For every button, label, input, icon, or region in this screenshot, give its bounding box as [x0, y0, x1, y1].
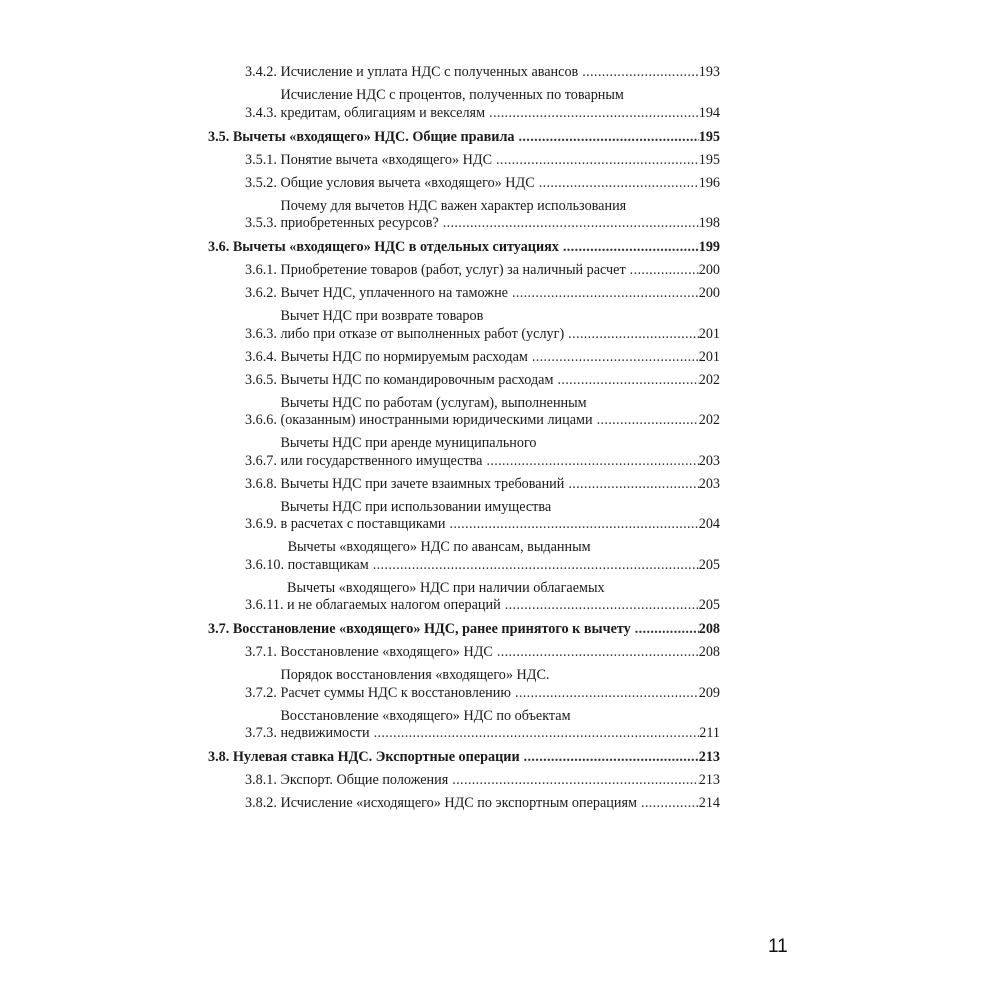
toc-title-line: недвижимости [280, 725, 370, 741]
dot-leader [485, 105, 699, 123]
toc-title-last-line [280, 795, 720, 813]
dot-leader [528, 349, 699, 367]
dot-leader [626, 262, 699, 280]
dot-leader [515, 129, 699, 147]
toc-title-line: Вычеты НДС по командировочным расходам [280, 371, 554, 388]
toc-title-line: Вычеты НДС при использовании имущества [280, 498, 552, 515]
toc-entry-title [280, 708, 720, 743]
toc-page-number: 198 [698, 215, 720, 231]
toc-page-number: 214 [698, 795, 720, 811]
toc-subsection-entry [208, 708, 720, 743]
toc-page-number: 209 [698, 684, 720, 701]
toc-entry-title [280, 285, 720, 303]
toc-title-last-line [280, 453, 720, 471]
toc-title-last-line [280, 644, 720, 662]
toc-title-line: или государственного имущества [280, 452, 483, 469]
toc-entry-title [233, 129, 720, 147]
toc-entry-title [280, 795, 720, 813]
toc-entry-title [280, 476, 720, 494]
dot-leader [553, 372, 698, 390]
toc-subsection-entry [208, 152, 720, 170]
toc-entry-title [280, 64, 720, 82]
toc-title-line: Вычеты НДС при зачете взаимных требований [280, 475, 565, 492]
toc-entry-number: 3.7.1. [245, 644, 277, 660]
toc-subsection-entry [208, 395, 720, 430]
toc-title-last-line [280, 685, 720, 703]
toc-entry-title [280, 435, 720, 470]
toc-title-line: кредитам, облигациям и векселям [280, 104, 486, 121]
toc-entry-number: 3.8. [208, 749, 230, 765]
page-number: 11 [768, 936, 788, 957]
toc-page-number: 195 [698, 128, 720, 145]
toc-entry-title [280, 772, 720, 790]
dot-leader [535, 175, 699, 193]
toc-page-number: 205 [698, 556, 720, 573]
dot-leader [492, 152, 699, 170]
dot-leader [637, 795, 699, 813]
toc-title-line: Исчисление и уплата НДС с полученных авансов [280, 64, 579, 80]
toc-section-entry [208, 621, 720, 639]
toc-entry-title [280, 152, 720, 170]
toc-title-last-line [280, 516, 720, 534]
toc-entry-number: 3.5.2. [245, 174, 277, 191]
toc-title-last-line [280, 372, 720, 390]
toc-entry-title [280, 175, 720, 193]
toc-title-line: (оказанным) иностранными юридическими лицами [280, 412, 593, 428]
toc-entry-number: 3.7. [208, 621, 230, 637]
toc-entry-title [280, 308, 720, 343]
toc-section-entry [208, 749, 720, 767]
toc-entry-title [280, 667, 720, 702]
toc-title-last-line [233, 749, 720, 767]
toc-page-number: 213 [698, 749, 720, 765]
toc-page-number: 208 [698, 644, 720, 660]
toc-page-number: 203 [698, 475, 720, 492]
dot-leader [559, 239, 699, 257]
toc-entry-number: 3.6. [208, 239, 230, 255]
toc-title-last-line [280, 152, 720, 170]
dot-leader [578, 64, 698, 82]
toc-title-line: Нулевая ставка НДС. Экспортные операции [232, 749, 520, 765]
toc-title-line: Восстановление «входящего» НДС [280, 644, 493, 660]
toc-title-line: Общие условия вычета «входящего» НДС [280, 174, 535, 191]
toc-page-number: 211 [699, 725, 720, 741]
toc-subsection-entry [208, 64, 720, 82]
toc-entry-title [233, 239, 720, 257]
toc-subsection-entry [208, 87, 720, 122]
toc-title-line: Вычеты «входящего» НДС в отдельных ситуациях [232, 239, 559, 255]
toc-title-last-line [280, 772, 720, 790]
toc-title-last-line [280, 215, 720, 233]
toc-title-line: Порядок восстановления «входящего» НДС. [280, 667, 550, 683]
toc-subsection-entry [208, 772, 720, 790]
dot-leader [369, 557, 699, 575]
toc-title-last-line [280, 412, 720, 430]
toc-title-last-line [280, 105, 720, 123]
toc-entry-number: 3.6.9. [245, 516, 277, 532]
toc-title-line: Приобретение товаров (работ, услуг) за наличный расчет [280, 262, 626, 278]
toc-subsection-entry [208, 667, 720, 702]
toc-entry-number: 3.6.2. [245, 285, 277, 301]
toc-page-number: 196 [698, 174, 720, 191]
toc-title-line: Вычеты «входящего» НДС по авансам, выданным [287, 539, 591, 555]
dot-leader [564, 326, 699, 344]
toc-entry-number: 3.5.1. [245, 151, 277, 168]
toc-title-line: Вычет НДС при возврате товаров [280, 308, 484, 324]
dot-leader [511, 685, 699, 703]
toc-entry-number: 3.4.2. [245, 64, 277, 80]
toc-entry-title [280, 262, 720, 280]
toc-title-last-line [280, 349, 720, 367]
toc-entry-number: 3.5.3. [245, 215, 277, 231]
toc-entry-number: 3.6.11. [245, 597, 284, 613]
toc-subsection-entry [208, 644, 720, 662]
dot-leader [564, 476, 698, 494]
toc-entry-title [280, 198, 720, 233]
toc-title-line: приобретенных ресурсов? [280, 215, 439, 231]
dot-leader [493, 644, 699, 662]
toc-title-line: Вычеты НДС при аренде муниципального [280, 435, 537, 451]
toc-entry-title [288, 539, 720, 574]
toc-page-number: 200 [698, 285, 720, 301]
toc-title-last-line [233, 239, 720, 257]
toc-subsection-entry [208, 308, 720, 343]
toc-subsection-entry [208, 262, 720, 280]
toc-entry-number: 3.6.8. [245, 475, 277, 492]
toc-subsection-entry [208, 372, 720, 390]
toc-entry-number: 3.5. [208, 128, 230, 145]
toc-entry-title [287, 580, 720, 615]
toc-title-line: и не облагаемых налогом операций [287, 597, 501, 613]
toc-entry-number: 3.6.3. [245, 325, 277, 342]
toc-title-last-line [280, 285, 720, 303]
toc-title-line: Вычеты НДС по работам (услугам), выполненным [280, 394, 587, 411]
toc-page-number: 203 [698, 452, 720, 469]
toc-page-number: 208 [698, 621, 720, 637]
toc-subsection-entry [208, 499, 720, 534]
toc-page-number: 195 [698, 151, 720, 168]
toc-entry-number: 3.6.7. [245, 452, 277, 469]
toc-title-line: Восстановление «входящего» НДС, ранее принятого к вычету [232, 621, 631, 637]
toc-entry-number: 3.6.4. [245, 348, 277, 365]
toc-entry-title [280, 87, 720, 122]
table-of-contents [208, 64, 720, 813]
toc-title-last-line [280, 725, 720, 743]
toc-entry-title [280, 349, 720, 367]
toc-entry-title [233, 621, 720, 639]
toc-entry-title [280, 395, 720, 430]
toc-title-line: Восстановление «входящего» НДС по объектам [280, 707, 571, 724]
toc-page-number: 200 [698, 262, 720, 278]
toc-entry-number: 3.8.2. [245, 795, 277, 811]
dot-leader [482, 453, 698, 471]
toc-title-last-line [233, 129, 720, 147]
toc-entry-number: 3.6.10. [245, 556, 285, 573]
toc-page-number: 199 [698, 239, 720, 255]
toc-page-number: 202 [698, 371, 720, 388]
toc-title-line: Исчисление НДС с процентов, полученных по товарным [280, 87, 624, 103]
toc-title-line: Вычеты «входящего» НДС при наличии облагаемых [287, 579, 605, 596]
toc-title-last-line [280, 262, 720, 280]
toc-title-line: либо при отказе от выполненных работ (услуг) [280, 325, 565, 342]
dot-leader [448, 772, 698, 790]
dot-leader [631, 621, 699, 639]
toc-title-line: Понятие вычета «входящего» НДС [280, 151, 493, 168]
toc-page-number: 194 [698, 104, 720, 121]
toc-title-line: Вычеты «входящего» НДС. Общие правила [232, 128, 515, 145]
toc-entry-title [280, 644, 720, 662]
toc-page-number: 201 [698, 325, 720, 342]
toc-title-last-line [280, 64, 720, 82]
toc-subsection-entry [208, 198, 720, 233]
toc-title-line: Вычет НДС, уплаченного на таможне [280, 285, 508, 301]
dot-leader [445, 516, 698, 534]
toc-subsection-entry [208, 539, 720, 574]
dot-leader [593, 412, 699, 430]
toc-subsection-entry [208, 580, 720, 615]
toc-entry-number: 3.4.3. [245, 104, 277, 121]
toc-title-last-line [287, 597, 720, 615]
toc-section-entry [208, 239, 720, 257]
toc-title-last-line [288, 557, 720, 575]
toc-title-line: Расчет суммы НДС к восстановлению [280, 684, 511, 701]
dot-leader [439, 215, 699, 233]
toc-title-line: Вычеты НДС по нормируемым расходам [280, 348, 528, 365]
toc-entry-title [280, 499, 720, 534]
toc-entry-number: 3.7.3. [245, 725, 277, 741]
toc-title-last-line [280, 476, 720, 494]
toc-title-last-line [280, 175, 720, 193]
toc-title-line: поставщикам [287, 556, 369, 573]
toc-page-number: 202 [698, 412, 720, 428]
toc-title-last-line [280, 326, 720, 344]
dot-leader [520, 749, 699, 767]
toc-subsection-entry [208, 349, 720, 367]
toc-title-line: Исчисление «исходящего» НДС по экспортным операциям [280, 795, 637, 811]
toc-subsection-entry [208, 285, 720, 303]
toc-entry-number: 3.6.6. [245, 412, 277, 428]
toc-page-number: 205 [698, 597, 720, 613]
toc-title-line: Почему для вычетов НДС важен характер использования [280, 197, 627, 214]
toc-section-entry [208, 129, 720, 147]
toc-page-number: 213 [698, 772, 720, 788]
toc-title-last-line [233, 621, 720, 639]
toc-entry-title [233, 749, 720, 767]
dot-leader [501, 597, 699, 615]
dot-leader [370, 725, 700, 743]
toc-subsection-entry [208, 175, 720, 193]
toc-subsection-entry [208, 795, 720, 813]
toc-subsection-entry [208, 435, 720, 470]
toc-entry-number: 3.7.2. [245, 684, 277, 701]
toc-title-line: Экспорт. Общие положения [280, 772, 449, 788]
toc-page-number: 204 [698, 516, 720, 532]
toc-title-line: в расчетах с поставщиками [280, 516, 446, 532]
toc-subsection-entry [208, 476, 720, 494]
toc-entry-title [280, 372, 720, 390]
toc-entry-number: 3.8.1. [245, 772, 277, 788]
toc-page-number: 193 [698, 64, 720, 80]
dot-leader [508, 285, 699, 303]
toc-page-number: 201 [698, 348, 720, 365]
toc-entry-number: 3.6.5. [245, 371, 277, 388]
toc-entry-number: 3.6.1. [245, 262, 277, 278]
